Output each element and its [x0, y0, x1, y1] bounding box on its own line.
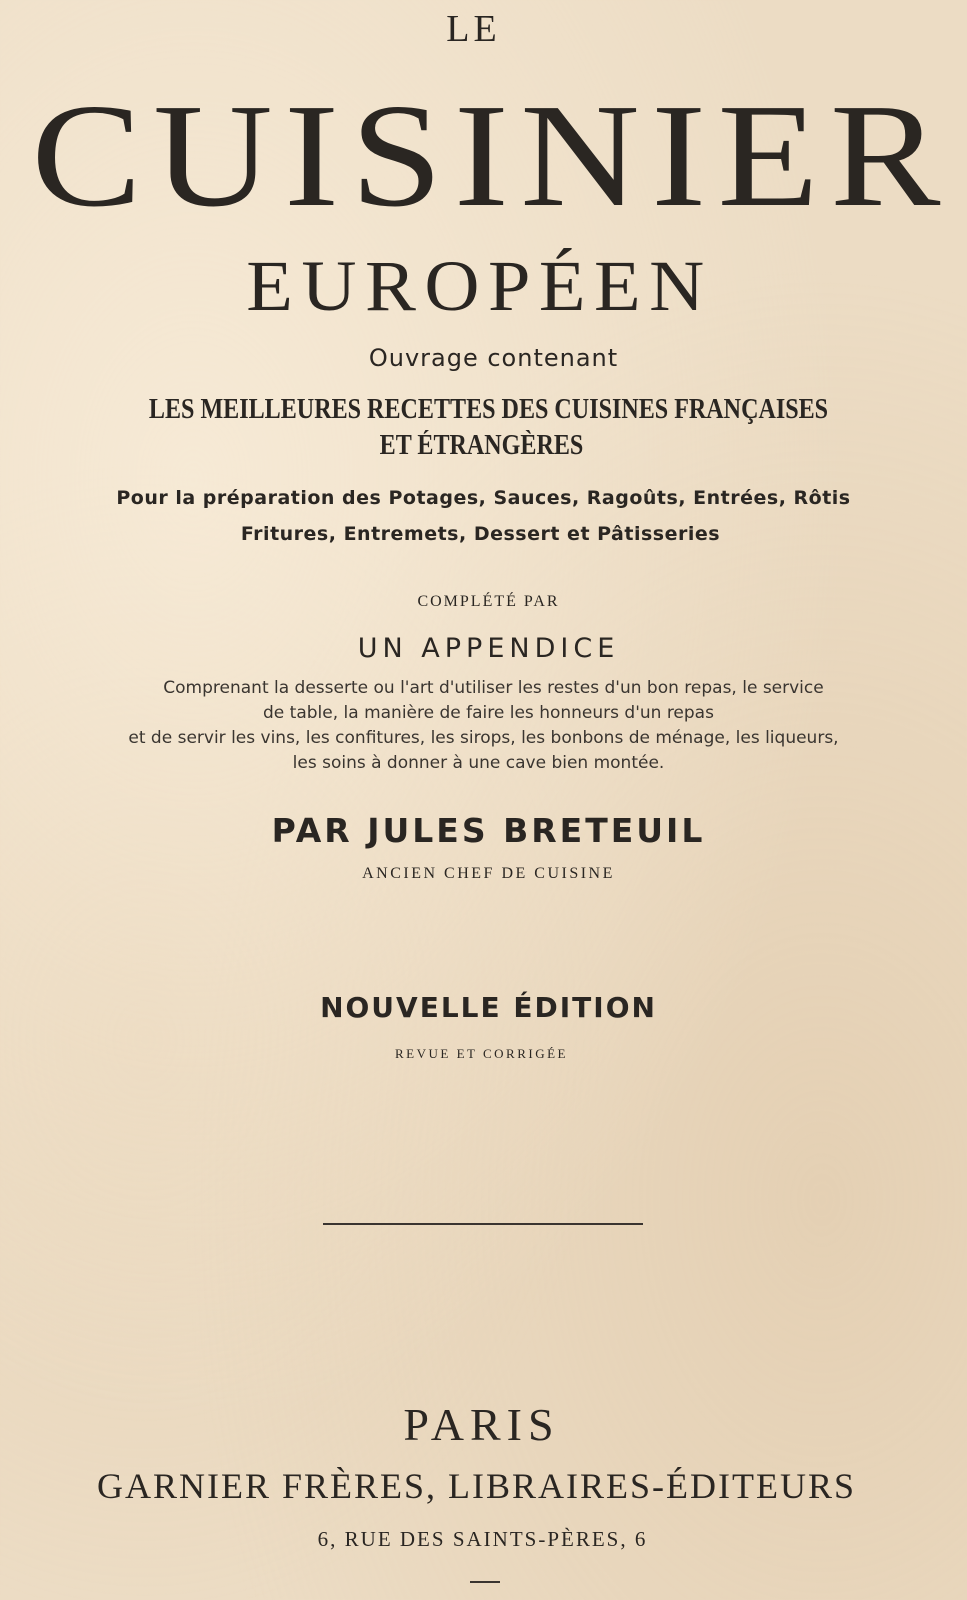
title-article: LE: [446, 8, 501, 50]
author-role: ANCIEN CHEF DE CUISINE: [362, 865, 615, 882]
appendix-desc-line-4: les soins à donner à une cave bien montée.: [292, 753, 665, 773]
purpose-line-1: Pour la préparation des Potages, Sauces, Ragoûts, Entrées, Rôtis: [116, 487, 851, 509]
subtitle-line-1: LES MEILLEURES RECETTES DES CUISINES FRANÇAISES: [148, 394, 829, 425]
appendix-desc-line-1: Comprenant la desserte ou l'art d'utiliser les restes d'un bon repas, le service: [163, 678, 824, 698]
appendix-desc-line-2: de table, la manière de faire les honneurs d'un repas: [263, 703, 714, 723]
separator-rule: [323, 1223, 643, 1225]
address: 6, RUE DES SAINTS-PÈRES, 6: [317, 1527, 648, 1551]
completed-by: COMPLÉTÉ PAR: [417, 593, 560, 610]
purpose-line-2: Fritures, Entremets, Dessert et Pâtisseries: [240, 523, 721, 545]
publisher: GARNIER FRÈRES, LIBRAIRES-ÉDITEURS: [96, 1466, 857, 1506]
main-title: CUISINIER: [31, 74, 952, 238]
appendix-title: UN APPENDICE: [357, 633, 620, 664]
city: PARIS: [403, 1399, 560, 1450]
subtitle-line-2: ET ÉTRANGÈRES: [379, 430, 584, 461]
edition: NOUVELLE ÉDITION: [320, 991, 657, 1024]
main-title-sub: EUROPÉEN: [246, 246, 713, 326]
edition-note: REVUE ET CORRIGÉE: [395, 1046, 568, 1061]
appendix-desc-line-3: et de servir les vins, les confitures, les sirops, les bonbons de ménage, les liqueurs,: [128, 728, 839, 748]
bottom-dash: [470, 1581, 500, 1583]
author: PAR JULES BRETEUIL: [271, 811, 706, 850]
subtitle-intro: Ouvrage contenant: [368, 344, 619, 372]
